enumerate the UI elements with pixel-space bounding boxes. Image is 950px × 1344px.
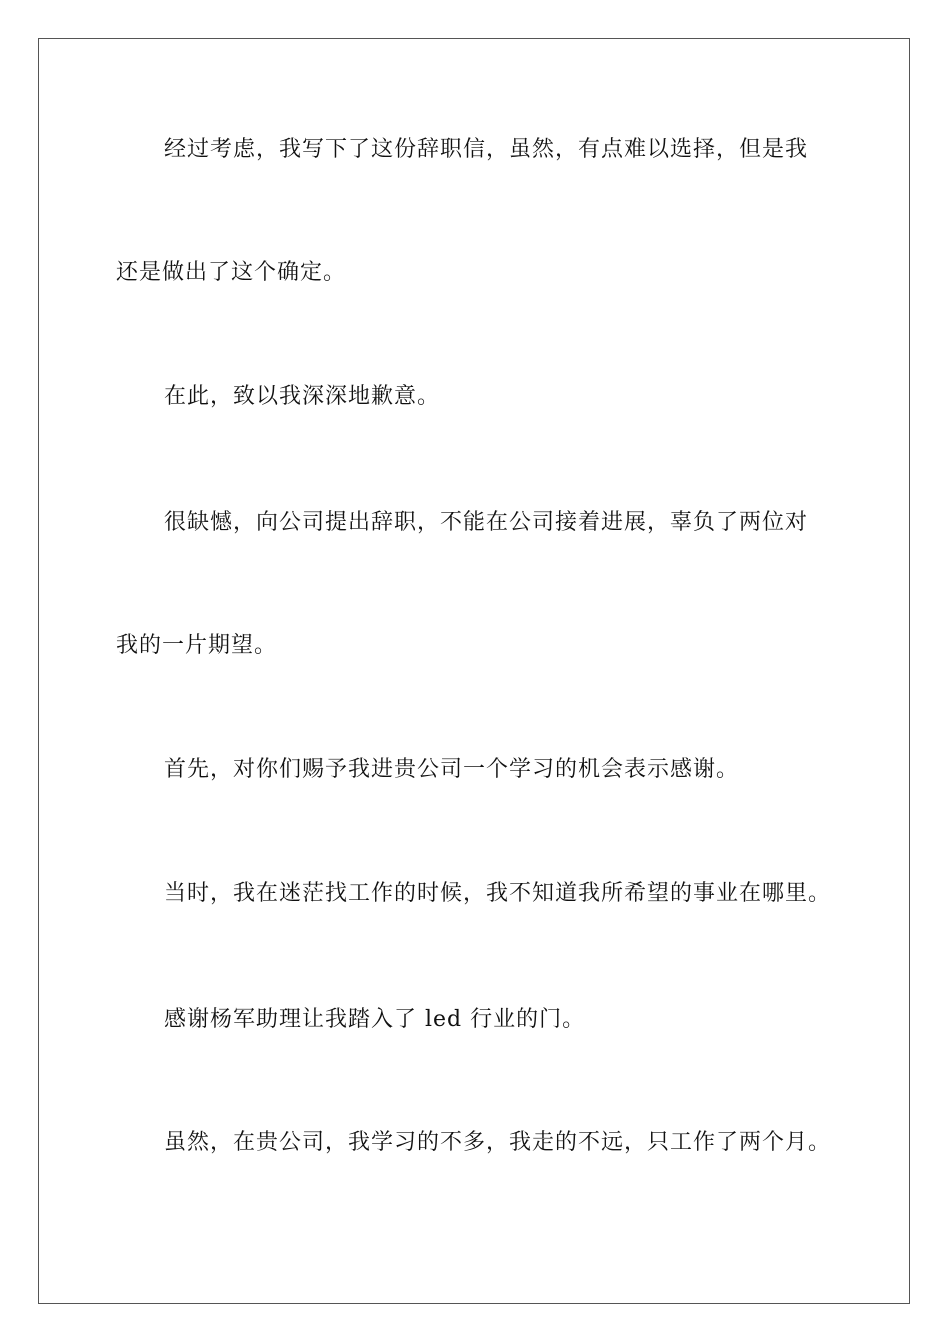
paragraph-line: 经过考虑，我写下了这份辞职信，虽然，有点难以选择，但是我 (164, 137, 809, 162)
paragraph-line: 我的一片期望。 (116, 633, 278, 658)
page-border (38, 38, 910, 1304)
paragraph-line: 虽然，在贵公司，我学习的不多，我走的不远，只工作了两个月。 (164, 1130, 832, 1155)
paragraph-line: 还是做出了这个确定。 (116, 260, 347, 285)
paragraph-line: 首先，对你们赐予我进贵公司一个学习的机会表示感谢。 (164, 757, 740, 782)
paragraph-line: 当时，我在迷茫找工作的时候，我不知道我所希望的事业在哪里。 (164, 881, 832, 906)
paragraph-line: 在此，致以我深深地歉意。 (164, 384, 441, 409)
paragraph-line: 很缺憾，向公司提出辞职，不能在公司接着进展，辜负了两位对 (164, 510, 809, 535)
paragraph-line: 感谢杨军助理让我踏入了 led 行业的门。 (164, 1007, 586, 1032)
